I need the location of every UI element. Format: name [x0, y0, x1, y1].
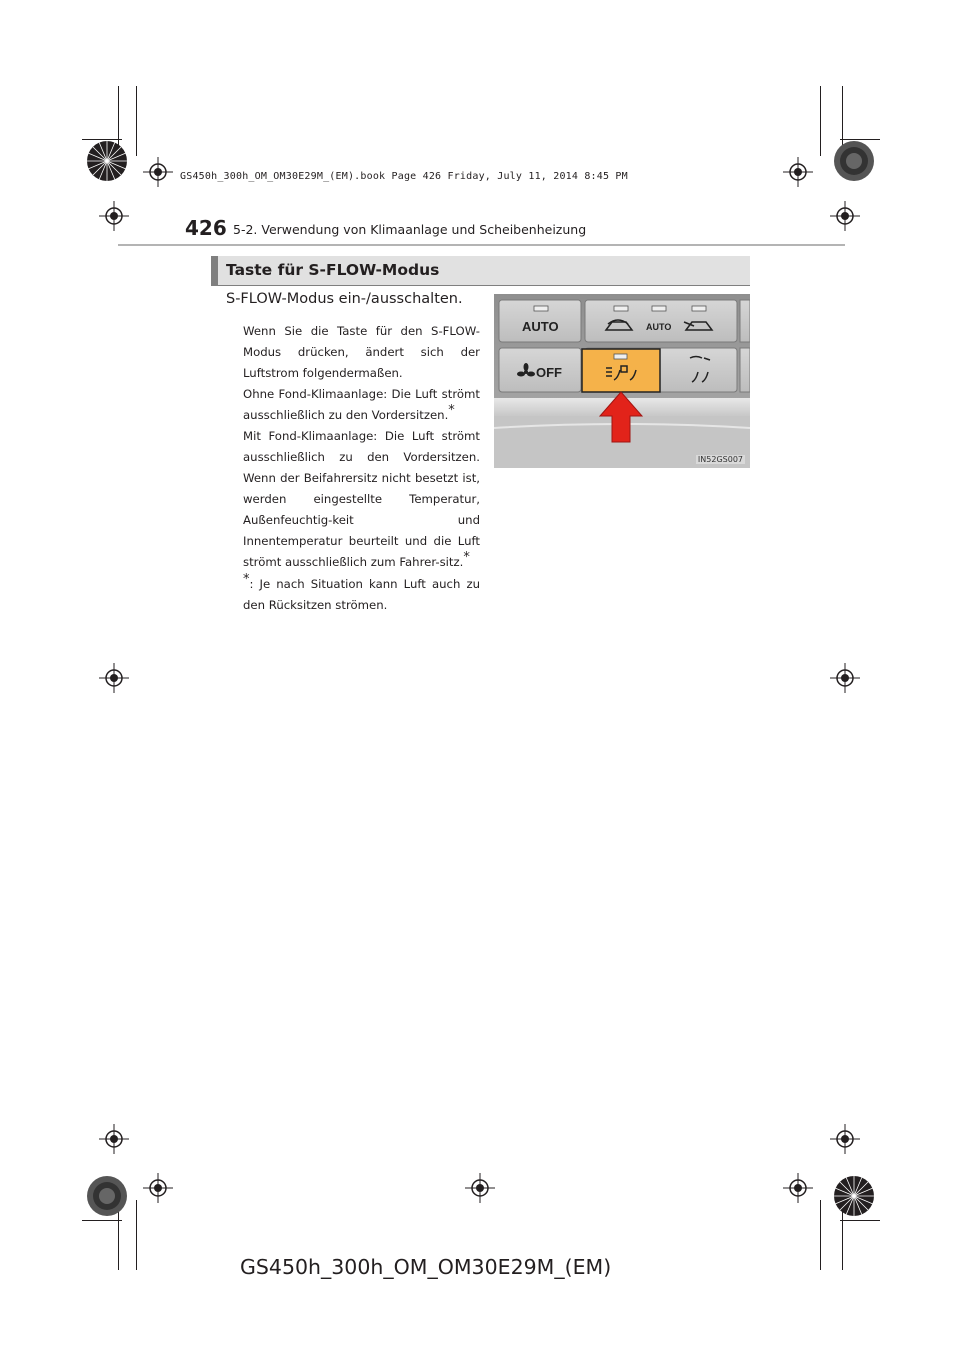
registration-mark-icon [830, 201, 860, 231]
auto-label-left: AUTO [522, 319, 559, 334]
crop-line [840, 1220, 880, 1221]
header-rule [118, 244, 845, 246]
page-number: 426 [185, 216, 227, 240]
asterisk-marker: * [463, 550, 470, 566]
climate-panel-figure [494, 294, 750, 468]
figure-code: IN52GS007 [697, 455, 743, 464]
registration-mark-icon [783, 1173, 813, 1203]
registration-mark-icon [830, 663, 860, 693]
crop-line [820, 1200, 821, 1270]
footer-document-id: GS450h_300h_OM_OM30E29M_(EM) [240, 1255, 612, 1279]
registration-mark-icon [143, 1173, 173, 1203]
registration-mark-icon [465, 1173, 495, 1203]
paragraph: Wenn Sie die Taste für den S-FLOW-Modus drücken, ändert sich der Luftstrom folgendermaßen. [243, 324, 480, 380]
footnote-marker: * [243, 572, 250, 588]
registration-mark-icon [99, 201, 129, 231]
climate-panel-illustration [494, 294, 750, 468]
asterisk-marker: * [448, 403, 455, 419]
auto-label-mid: AUTO [646, 322, 672, 332]
print-target-icon [86, 1175, 128, 1217]
registration-mark-icon [783, 157, 813, 187]
print-target-icon [833, 140, 875, 182]
paragraph: Ohne Fond-Klimaanlage: Die Luft strömt ausschließlich zu den Vordersitzen.* [243, 387, 480, 422]
crop-line [136, 1200, 137, 1270]
registration-mark-icon [99, 1124, 129, 1154]
crop-line [136, 86, 137, 156]
crop-line [820, 86, 821, 156]
file-header: GS450h_300h_OM_OM30E29M_(EM).book Page 426 Friday, July 11, 2014 8:45 PM [180, 171, 628, 182]
paragraph: Mit Fond-Klimaanlage: Die Luft strömt ausschließlich zu den Vordersitzen. Wenn der Beifahrersitz nicht besetzt ist, werden eingestellte Temperatur, Außenfeuchtig-keit und Innentemperatur beurteilt und die Luft strömt ausschließlich zum Fahrer-sitz.* [243, 429, 480, 569]
print-target-icon [86, 140, 128, 182]
off-label: OFF [536, 365, 562, 380]
registration-mark-icon [143, 157, 173, 187]
heading-underline [211, 285, 750, 286]
section-heading-text: Taste für S-FLOW-Modus [226, 261, 440, 279]
print-target-icon [833, 1175, 875, 1217]
footnote-text: Je nach Situation kann Luft auch zu den Rücksitzen strömen. [243, 577, 480, 612]
lead-text: S-FLOW-Modus ein-/ausschalten. [226, 291, 463, 307]
registration-mark-icon [830, 1124, 860, 1154]
footnote [243, 574, 480, 616]
section-heading [211, 256, 750, 285]
crop-line [82, 1220, 122, 1221]
footnote-sep: : [249, 577, 260, 591]
registration-mark-icon [99, 663, 129, 693]
section-title: 5-2. Verwendung von Klimaanlage und Scheibenheizung [233, 222, 587, 237]
heading-accent-bar [211, 256, 218, 285]
